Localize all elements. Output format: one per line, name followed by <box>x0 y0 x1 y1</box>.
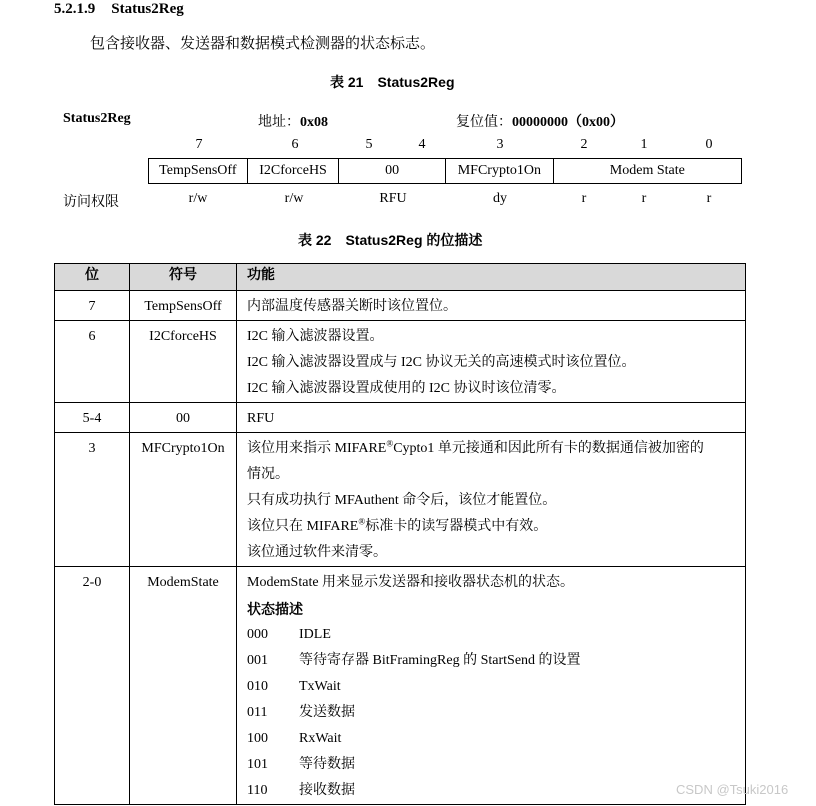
register-field-box <box>148 158 742 184</box>
state-item: 010 TxWait <box>247 679 341 694</box>
table-row: 7 TempSensOff 内部温度传感器关断时该位置位。 <box>55 291 746 321</box>
bit-number: 5 <box>365 137 373 152</box>
section-number: 5.2.1.9 <box>54 1 96 17</box>
section-title: Status2Reg <box>111 1 184 17</box>
table-row: 5-4 00 RFU <box>55 403 746 433</box>
header-symbol: 符号 <box>130 264 237 291</box>
field-mfcrypto1on: MFCrypto1On <box>446 159 554 183</box>
table-row: 3 MFCrypto1On 该位用来指示 MIFARE®Cypto1 单元接通和因此所有卡的数据通信被加密的 情况。 只有成功执行 MFAuthent 命令后，该位才能置位。 该位只在 MIFARE®标准卡的读写器模式中有效。 该位通过软件来清零。 <box>55 433 746 567</box>
registered-mark: ® <box>358 516 366 527</box>
bit-description-table <box>54 263 746 805</box>
field-i2cforcehs: I2CforceHS <box>248 159 340 183</box>
bit-number: 3 <box>496 137 504 152</box>
bit-number: 0 <box>705 137 713 152</box>
register-name: Status2Reg <box>63 111 131 126</box>
state-header: 状态描述 <box>247 601 303 617</box>
bit-number: 1 <box>640 137 648 152</box>
table21-caption: 表 21 Status2Reg <box>330 74 455 90</box>
registered-mark: ® <box>386 438 394 449</box>
state-item: 011 发送数据 <box>247 705 355 720</box>
field-modem-state: Modem State <box>609 163 685 178</box>
table-row: 6 I2CforceHS I2C 输入滤波器设置。 I2C 输入滤波器设置成与 I2C 协议无关的高速模式时该位置位。 I2C 输入滤波器设置成使用的 I2C 协议时该位清零。 <box>55 321 746 403</box>
field-rfu: 00 <box>339 159 446 183</box>
access-value: dy <box>493 191 507 206</box>
register-address: 地址：0x08 <box>258 115 328 130</box>
intro-paragraph: 包含接收器、发送器和数据模式检测器的状态标志。 <box>90 36 436 52</box>
state-item: 101 等待数据 <box>247 757 355 772</box>
access-value: r <box>706 191 712 206</box>
bit-number: 2 <box>580 137 588 152</box>
header-function: 功能 <box>237 264 746 291</box>
watermark: CSDN @Tsuki2016 <box>676 782 789 797</box>
state-item: 100 RxWait <box>247 731 342 746</box>
register-reset-value: 复位值：00000000（0x00） <box>456 115 624 130</box>
bit-number: 6 <box>291 137 299 152</box>
header-bit: 位 <box>55 264 130 291</box>
bit-number: 4 <box>418 137 426 152</box>
access-value: r/w <box>188 191 208 206</box>
access-value: r <box>641 191 647 206</box>
table22-caption: 表 22 Status2Reg 的位描述 <box>298 232 483 248</box>
table-row: 2-0 ModemState ModemState 用来显示发送器和接收器状态机的状态。 状态描述 000 IDLE 001 等待寄存器 BitFramingReg 的 StartSend 的设置 010 TxWait 011 发送数据 100 RxWait 101 等待数据 110 接收数据 <box>55 567 746 805</box>
table-header-row <box>55 264 746 291</box>
access-value: RFU <box>379 191 407 206</box>
access-label: 访问权限 <box>63 195 119 210</box>
bit-number: 7 <box>195 137 203 152</box>
state-item: 110 接收数据 <box>247 783 355 798</box>
field-tempsensoff: TempSensOff <box>149 159 248 183</box>
section-heading <box>54 1 184 18</box>
access-value: r <box>581 191 587 206</box>
access-value: r/w <box>284 191 304 206</box>
state-item: 001 等待寄存器 BitFramingReg 的 StartSend 的设置 <box>247 653 581 668</box>
state-item: 000 IDLE <box>247 627 331 642</box>
